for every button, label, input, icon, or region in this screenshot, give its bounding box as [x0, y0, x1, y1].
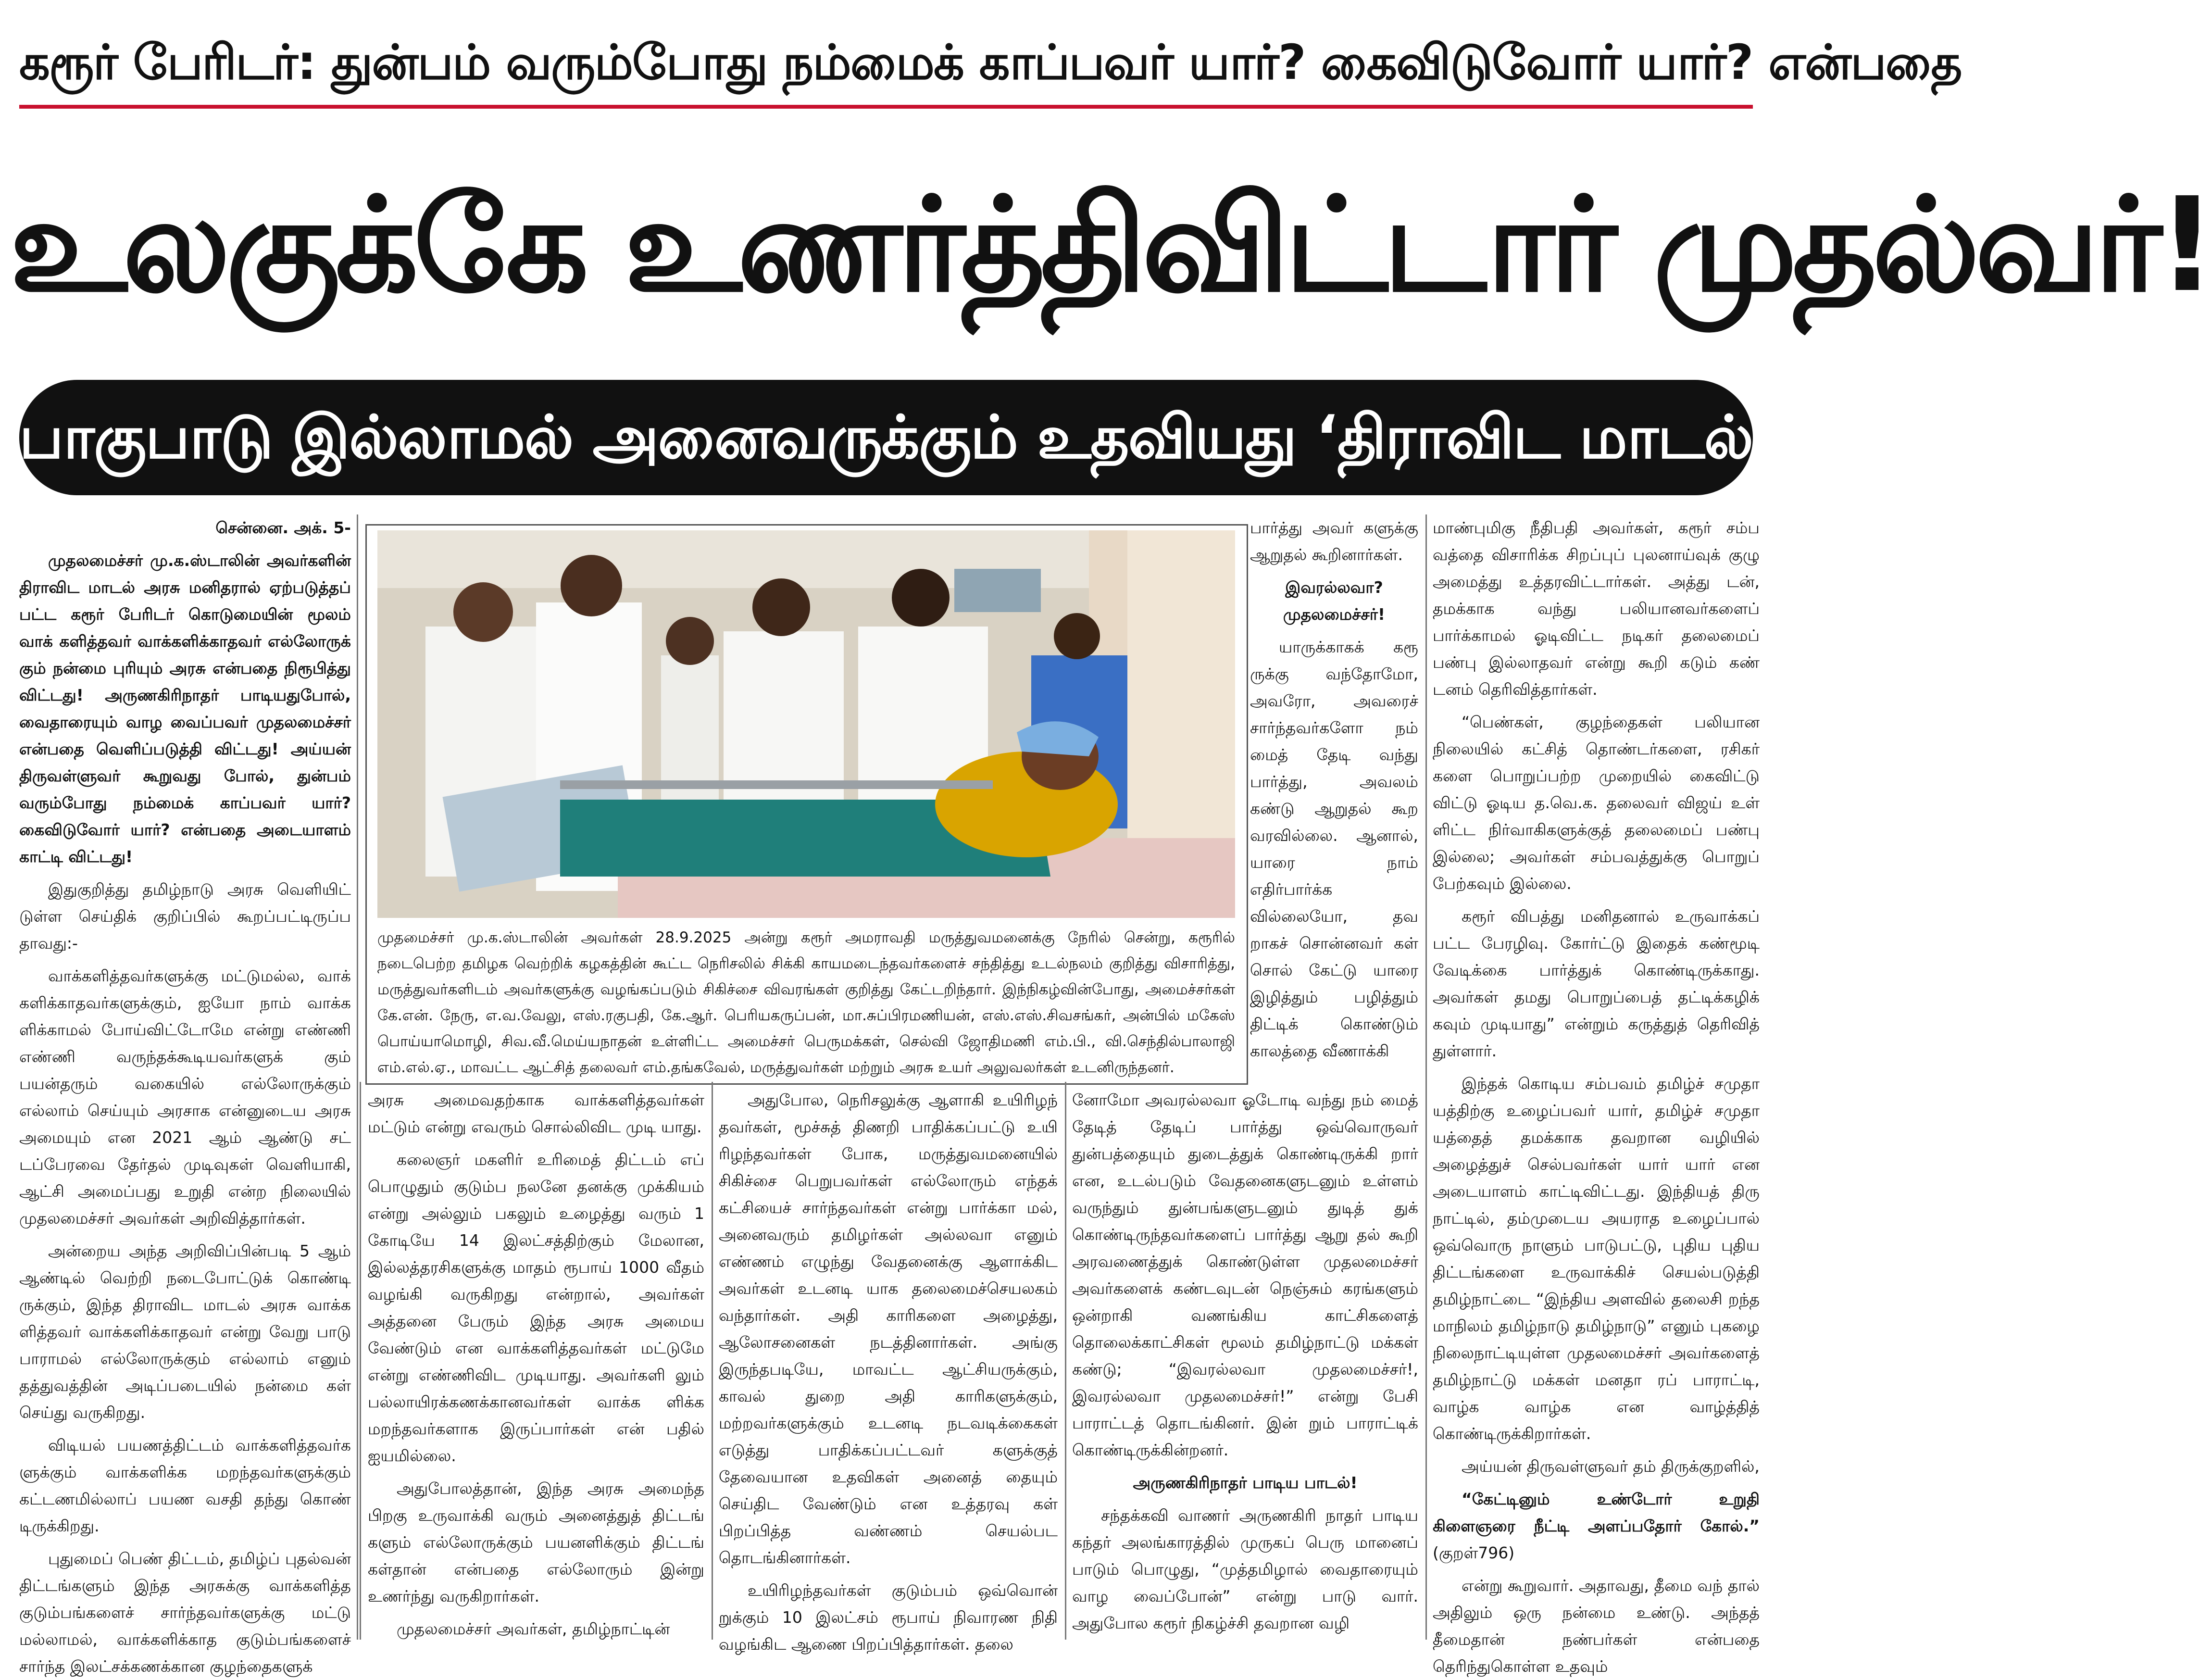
subheadline-banner [19, 380, 1953, 495]
subhead: இவரல்லவா? முதலமைச்சர்! [1283, 578, 1386, 624]
kural-quote [1433, 1486, 1760, 1567]
paragraph: விடியல் பயணத்திட்டம் வாக்களித்தவர்க ளுக்கும் வாக்களிக்க மறந்தவர்களுக்கும் கட்டணமில்லாப் பயண வசதி தந்து கொண் டிருக்கிறது. [19, 1436, 351, 1535]
paragraph: என்று கூறுவார். அதாவது, தீமை வந் தால் அதிலும் ஒரு நன்மை உண்டு. அந்தத் தீமைதான் நண்பர்கள் என்பதை தெரிந்துகொள்ள உதவும் [1433, 1576, 1760, 1676]
paragraph: அதுபோல, நெரிசலுக்கு ஆளாகி உயிரிழந் தவர்கள், மூச்சுத் திணறி பாதிக்கப்பட்டு உயி ரிழந்தவர்கள் போக, மருத்துவமனையில் சிகிச்சை பெறுபவர்கள் எல்லோரும் எந்தக் கட்சியைச் சார்ந்தவர்கள் என்று பார்க்கா மல், அனைவரும் தமிழர்கள் அல்லவா எனும் எண்ணம் எழுந்து வேதனைக்கு ஆளாக்கிட அவர்கள் உடனடி யாக தலைமைச்செயலகம் வந்தார்கள். அதி காரிகளை அழைத்து, ஆலோசனைகள் நடத்தினார்கள். அங்கு இருந்தபடியே, மாவட்ட ஆட்சியருக்கும், காவல் துறை அதி காரிகளுக்கும், மற்றவர்களுக்கும் உடனடி நடவடிக்கைகள் எடுத்து பாதிக்கப்பட்டவர் களுக்குத் தேவையான உதவிகள் அனைத் தையும் செய்திட வேண்டும் என உத்தரவு கள் பிறப்பித்த வண்ணம் செயல்பட தொடங்கினார்கள். [719, 1091, 1058, 1567]
article-column-3 [719, 1087, 1058, 1654]
paragraph: அன்றைய அந்த அறிவிப்பின்படி 5 ஆம் ஆண்டில் வெற்றி நடைபோட்டுக் கொண்டி ருக்கும், இந்த திராவிட மாடல் அரசு வாக்க ளித்தவர் வாக்களிக்காதவர் என்று வேறு பாடு பாராமல் எல்லோருக்கும் எல்லாம் எனும் தத்துவத்தின் அடிப்படையில் நன்மை கள் செய்து வருகிறது. [19, 1241, 351, 1422]
red-divider [19, 105, 1753, 109]
paragraph: இந்தக் கொடிய சம்பவம் தமிழ்ச் சமுதா யத்திற்கு உழைப்பவர் யார், தமிழ்ச் சமுதா யத்தைத் தமக்காக தவறான வழியில் அழைத்துச் செல்பவர்கள் யார் யார் என அடையாளம் காட்டிவிட்டது. இந்தியத் திரு நாட்டில், தம்முடைய அயராத உழைப்பால் ஒவ்வொரு நாளும் பாடுபட்டு, புதிய புதிய திட்டங்களை உருவாக்கிச் செயல்படுத்தி தமிழ்நாட்டை “இந்திய அளவில் தலைசி றந்த மாநிலம் தமிழ்நாடு தமிழ்நாடு” எனும் புகழை நிலைநாட்டியுள்ள முதலமைச்சர் அவர்களைத் தமிழ்நாட்டு மக்கள் மனதா ரப் பாராட்டி, வாழ்க வாழ்க என வாழ்த்தித் கொண்டிருக்கிறார்கள். [1433, 1074, 1760, 1443]
paragraph: கரூர் விபத்து மனிதனால் உருவாக்கப் பட்ட பேரழிவு. கோர்ட்டு இதைக் கண்மூடி வேடிக்கை பார்த்துக் கொண்டிருக்காது. அவர்கள் தமது பொறுப்பைத் தட்டிக்கழிக் கவும் முடியாது” என்றும் கருத்துத் தெரிவித் துள்ளார். [1433, 907, 1760, 1060]
paragraph: உயிரிழந்தவர்கள் குடும்பம் ஒவ்வொன் றுக்கும் 10 இலட்சம் ரூபாய் நிவாரண நிதி வழங்கிட ஆணை பிறப்பித்தார்கள். தலை [719, 1581, 1058, 1654]
paragraph: யாருக்காகக் கரூ ருக்கு வந்தோமோ, அவரோ, அவரைச் சார்ந்தவர்களோ நம் மைத் தேடி வந்து பார்த்து, அவலம் கண்டு ஆறுதல் கூற வரவில்லை. ஆனால், யாரை நாம் எதிர்பார்க்க வில்லையோ, தவ றாகச் சொன்னவர் கள் சொல் கேட்டு யாரை இழித்தும் பழித்தும் திட்டிக் கொண்டும் காலத்தை வீணாக்கி [1250, 638, 1418, 1060]
article-column-4-bottom [1072, 1087, 1418, 1640]
kural-reference: (குறள்796) [1433, 1543, 1515, 1562]
hospital-visit-photo [377, 530, 1235, 918]
column-rule [357, 514, 358, 1640]
banner-text: பாகுபாடு இல்லாமல் அனைவருக்கும் உதவியது ‘திராவிட மாடல்’ அரசு! [19, 403, 1953, 472]
paragraph: “பெண்கள், குழந்தைகள் பலியான நிலையில் கட்சித் தொண்டர்களை, ரசிகர் களை பொறுப்பற்ற முறையில் கைவிட்டு விட்டு ஓடிய த.வெ.க. தலைவர் விஜய் உள் ளிட்ட நிர்வாகிகளுக்குத் தலைமைப் பண்பு இல்லை; அவர்கள் சம்பவத்துக்கு பொறுப் பேற்கவும் இல்லை. [1433, 713, 1760, 893]
dateline: சென்னை. அக். 5- [215, 518, 351, 537]
paragraph: முதலமைச்சர் அவர்கள், தமிழ்நாட்டின் [397, 1619, 670, 1638]
column-rule [712, 1082, 713, 1640]
lead-paragraph: முதலமைச்சர் மு.க.ஸ்டாலின் அவர்களின் திராவிட மாடல் அரசு மனிதரால் ஏற்படுத்தப் பட்ட கரூர் பேரிடர் கொடுமையின் மூலம் வாக் களித்தவர் வாக்களிக்காதவர் எல்லோருக் கும் நன்மை புரியும் அரசு என்பதை நிரூபித்து விட்டது! அருணகிரிநாதர் பாடியதுபோல், வைதாரையும் வாழ வைப்பவர் முதலமைச்சர் என்பதை வெளிப்படுத்தி விட்டது! அய்யன் திருவள்ளுவர் கூறுவது போல், துன்பம் வரும்போது நம்மைக் காப்பவர் யார்? கைவிடுவோர் யார்? என்பதை அடையாளம் காட்டி விட்டது! [19, 551, 351, 866]
column-rule [1425, 514, 1427, 1640]
article-column-4-top [1250, 514, 1418, 1082]
kicker-headline: கரூர் பேரிடர்: துன்பம் வரும்போது நம்மைக் காப்பவர் யார்? கைவிடுவோர் யார்? என்பதை [19, 34, 1962, 90]
paragraph: அய்யன் திருவள்ளுவர் தம் திருக்குறளில், [1462, 1457, 1760, 1476]
paragraph: அதுபோலத்தான், இந்த அரசு அமைந்த பிறகு உருவாக்கி வரும் அனைத்துத் திட்டங் களும் எல்லோருக்கும் பயனளிக்கும் திட்டங் கள்தான் என்பதை எல்லோரும் இன்று உணர்ந்து வருகிறார்கள். [368, 1479, 704, 1605]
paragraph: பார்த்து அவர் களுக்கு ஆறுதல் கூறினார்கள். [1250, 518, 1418, 564]
paragraph: வாக்களித்தவர்களுக்கு மட்டுமல்ல, வாக் களிக்காதவர்களுக்கும், ஐயோ நாம் வாக்க ளிக்காமல் போய்விட்டோமே என்று எண்ணி எண்ணி வருந்தக்கூடியவர்களுக் கும் பயன்தரும் வகையில் எல்லோருக்கும் எல்லாம் செய்யும் அரசாக என்னுடைய அரசு அமையும் என 2021 ஆம் ஆண்டு சட் டப்பேரவை தேர்தல் முடிவுகள் வெளியாகி, ஆட்சி அமைப்பது உறுதி என்ற நிலையில் முதலமைச்சர் அவர்கள் அறிவித்தார்கள். [19, 966, 351, 1228]
kural-text: “கேட்டினும் உண்டோர் உறுதி கிளைஞரை நீட்டி அளப்பதோர் கோல்.” [1433, 1490, 1760, 1535]
paragraph: மாண்புமிகு நீதிபதி அவர்கள், கரூர் சம்ப வத்தை விசாரிக்க சிறப்புப் புலனாய்வுக் குழு அமைத்து உத்தரவிட்டார்கள். அத்து டன், தமக்காக வந்து பலியானவர்களைப் பார்க்காமல் ஓடிவிட்ட நடிகர் தலைமைப் பண்பு இல்லாதவர் என்று கூறி கடும் கண் டனம் தெரிவித்தார்கள். [1433, 518, 1760, 699]
column-rule [360, 1082, 361, 1640]
article-column-1 [19, 514, 351, 1676]
paragraph: னோமோ அவரல்லவா ஓடோடி வந்து நம் மைத் தேடித் தேடிப் பார்த்து ஒவ்வொருவர் துன்பத்தையும் துடைத்துக் கொண்டிருக்கி றார் என, உடல்படும் வேதனைகளுடனும் உள்ளம் வருந்தும் துன்பங்களுடனும் துடித் துக் கொண்டிருந்தவர்களைப் பார்த்து ஆறு தல் கூறி அரவணைத்துக் கொண்டுள்ள முதலமைச்சர் அவர்களைக் கண்டவுடன் நெஞ்சும் கரங்களும் ஒன்றாகி வணங்கிய காட்சிகளைத் தொலைக்காட்சிகள் மூலம் தமிழ்நாட்டு மக்கள் கண்டு; “இவரல்லவா முதலமைச்சர்!, இவரல்லவா முதலமைச்சர்!” என்று பேசி பாராட்டத் தொடங்கினர். இன் றும் பாராட்டிக் கொண்டிருக்கின்றனர். [1072, 1091, 1418, 1459]
paragraph: இதுகுறித்து தமிழ்நாடு அரசு வெளியிட் டுள்ள செய்திக் குறிப்பில் கூறப்பட்டிருப்ப தாவது:- [19, 880, 351, 953]
article-column-5 [1433, 514, 1760, 1676]
subhead: அருணகிரிநாதர் பாடிய பாடல்! [1133, 1473, 1358, 1492]
main-headline: உலகுக்கே உணர்த்திவிட்டார் முதல்வர்! [10, 169, 2212, 321]
photo-caption: முதமைச்சர் மு.க.ஸ்டாலின் அவர்கள் 28.9.2025 அன்று கரூர் அமராவதி மருத்துவமனைக்கு நேரில் சென்று, கரூரில் நடைபெற்ற தமிழக வெற்றிக் கழகத்தின் கூட்ட நெரிசலில் சிக்கி காயமடைந்தவர்களைச் சந்தித்து உடல்நலம் குறித்து விசாரித்து, மருத்துவர்களிடம் அவர்களுக்கு வழங்கப்படும் சிகிச்சை விவரங்கள் குறித்து கேட்டறிந்தார். இந்நிகழ்வின்போது, அமைச்சர்கள் கே.என். நேரு, எ.வ.வேலு, எஸ்.ரகுபதி, கே.ஆர். பெரியகருப்பன், மா.சுப்பிரமணியன், எஸ்.எஸ்.சிவசங்கர், அன்பில் மகேஸ் பொய்யாமொழி, சிவ.வீ.மெய்யநாதன் உள்ளிட்ட அமைச்சர் பெருமக்கள், செல்வி ஜோதிமணி எம்.பி., வி.செந்தில்பாலாஜி எம்.எல்.ஏ., மாவட்ட ஆட்சித் தலைவர் எம்.தங்கவேல், மருத்துவர்கள் மற்றும் அரசு உயர் அலுவலர்கள் உடனிருந்தனர். [377, 929, 1235, 1076]
column-rule [1065, 1082, 1066, 1640]
photo-box [365, 524, 1248, 1085]
paragraph: சந்தக்கவி வாணர் அருணகிரி நாதர் பாடிய கந்தர் அலங்காரத்தில் முருகப் பெரு மானைப் பாடும் பொழுது, “முத்தமிழால் வைதாரையும் வாழ வைப்போன்” என்று பாடு வார். அதுபோல கரூர் நிகழ்ச்சி தவறான வழி [1072, 1506, 1418, 1632]
article-column-2 [368, 1087, 704, 1640]
paragraph: புதுமைப் பெண் திட்டம், தமிழ்ப் புதல்வன் திட்டங்களும் இந்த அரசுக்கு வாக்களித்த குடும்பங்களைச் சார்ந்தவர்களுக்கு மட்டு மல்லாமல், வாக்களிக்காத குடும்பங்களைச் சார்ந்த இலட்சக்கணக்கான குழந்தைகளுக் [19, 1549, 351, 1676]
paragraph: கலைஞர் மகளிர் உரிமைத் திட்டம் எப் பொழுதும் குடும்ப நலனே தனக்கு முக்கியம் என்று அல்லும் பகலும் உழைத்து வரும் 1 கோடியே 14 இலட்சத்திற்கும் மேலான, இல்லத்தரசிகளுக்கு மாதம் ரூபாய் 1000 வீதம் வழங்கி வருகிறது என்றால், அவர்கள் அத்தனை பேரும் இந்த அரசு அமைய வேண்டும் என வாக்களித்தவர்கள் மட்டுமே என்று எண்ணிவிட முடியாது. அவர்களி லும் பல்லாயிரக்கணக்கானவர்கள் வாக்க ளிக்க மறந்தவர்களாக இருப்பார்கள் என் பதில் ஐயமில்லை. [368, 1150, 704, 1465]
paragraph: அரசு அமைவதற்காக வாக்களித்தவர்கள் மட்டும் என்று எவரும் சொல்லிவிட முடி யாது. [368, 1091, 704, 1136]
